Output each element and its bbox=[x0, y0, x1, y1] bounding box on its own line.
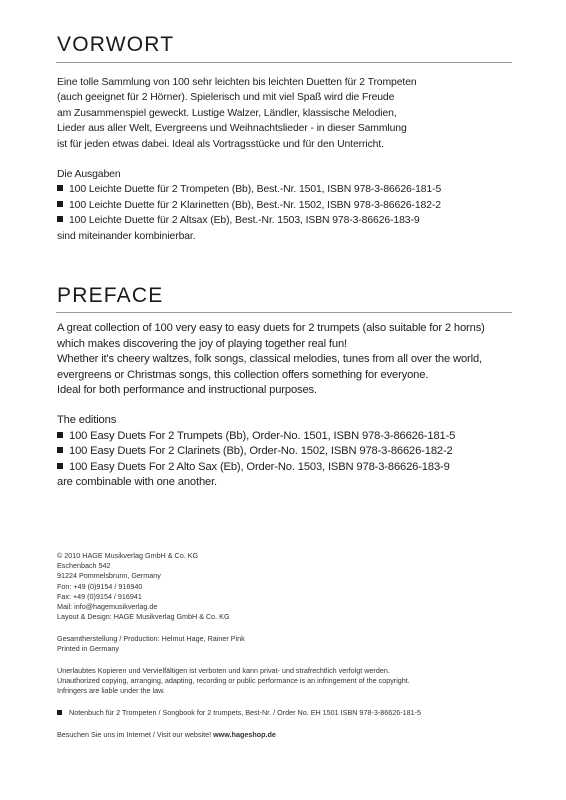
vorwort-line: Eine tolle Sammlung von 100 sehr leichten bis leichten Duetten für 2 Trompeten bbox=[57, 77, 417, 88]
list-item: 100 Leichte Duette für 2 Klarinetten (Bb), Best.-Nr. 1502, ISBN 978-3-86626-182-2 bbox=[57, 198, 517, 213]
imprint-line: Mail: info@hagemusikverlag.de bbox=[57, 602, 158, 612]
preface-line: A great collection of 100 very easy to easy duets for 2 trumpets (also suitable for 2 horns) bbox=[57, 322, 485, 334]
imprint-line: 91224 Pommelsbrunn, Germany bbox=[57, 571, 161, 581]
bullet-square-icon bbox=[57, 185, 63, 191]
imprint-line: Infringers are liable under the law. bbox=[57, 686, 165, 696]
vorwort-editions bbox=[57, 167, 517, 244]
preface-line: Whether it's cheery waltzes, folk songs, classical melodies, tunes from all over the world, bbox=[57, 353, 482, 366]
preface-line: Ideal for both performance and instructional purposes. bbox=[57, 384, 317, 397]
preface-line: which makes discovering the joy of playing together real fun! bbox=[57, 337, 347, 350]
preface-paragraph bbox=[57, 321, 517, 399]
publisher-address bbox=[57, 551, 517, 622]
bullet-square-icon bbox=[57, 432, 63, 438]
bullet-square-icon bbox=[57, 216, 63, 222]
list-item: 100 Leichte Duette für 2 Trompeten (Bb), Best.-Nr. 1501, ISBN 978-3-86626-181-5 bbox=[57, 182, 517, 197]
vorwort-line: (auch geeignet für 2 Hörner). Spielerisch und mit viel Spaß wird die Freude bbox=[57, 92, 395, 104]
imprint-line: Fax: +49 (0)9154 / 916941 bbox=[57, 591, 142, 601]
vorwort-rule bbox=[56, 62, 512, 63]
preface-editions-title: The editions bbox=[57, 414, 117, 426]
list-item: 100 Easy Duets For 2 Alto Sax (Eb), Order-No. 1503, ISBN 978-3-86626-183-9 bbox=[57, 460, 517, 476]
preface-line: evergreens or Christmas songs, this collection offers something for everyone. bbox=[57, 368, 429, 381]
preface-editions bbox=[57, 413, 517, 491]
visit-text: Besuchen Sie uns im Internet / Visit our website! bbox=[57, 730, 212, 739]
list-item: 100 Easy Duets For 2 Trumpets (Bb), Order-No. 1501, ISBN 978-3-86626-181-5 bbox=[57, 429, 517, 445]
vorwort-editions-title: Die Ausgaben bbox=[57, 169, 121, 180]
preface-closing: are combinable with one another. bbox=[57, 476, 218, 489]
songbook-info bbox=[57, 708, 517, 718]
production-credits bbox=[57, 634, 517, 654]
vorwort-closing: sind miteinander kombinierbar. bbox=[57, 230, 196, 242]
imprint-line: Unerlaubtes Kopieren und Vervielfältigen ist verboten und kann privat- und strafrechtlich verfolgt werden. bbox=[57, 666, 390, 675]
preface-heading: PREFACE bbox=[57, 284, 164, 307]
bullet-square-icon bbox=[57, 201, 63, 207]
imprint-line: Gesamtherstellung / Production: Helmut Hage, Rainer Pink bbox=[57, 634, 245, 643]
website-link[interactable]: www.hageshop.de bbox=[213, 730, 276, 739]
bullet-square-icon bbox=[57, 463, 63, 469]
imprint-line: Unauthorized copying, arranging, adapting, recording or public performance is an infringement of the copyright. bbox=[57, 676, 410, 686]
vorwort-paragraph bbox=[57, 75, 517, 152]
imprint-line: Eschenbach 542 bbox=[57, 561, 111, 571]
imprint-line: Layout & Design: HAGE Musikverlag GmbH & Co. KG bbox=[57, 612, 230, 622]
list-item: 100 Leichte Duette für 2 Altsax (Eb), Best.-Nr. 1503, ISBN 978-3-86626-183-9 bbox=[57, 213, 517, 228]
vorwort-line: Lieder aus aller Welt, Evergreens und Weihnachtslieder - in dieser Sammlung bbox=[57, 123, 407, 135]
vorwort-line: ist für jeden etwas dabei. Ideal als Vortragsstücke und für den Unterricht. bbox=[57, 138, 384, 150]
vorwort-heading: VORWORT bbox=[57, 33, 175, 56]
bullet-square-icon bbox=[57, 710, 62, 715]
website-info bbox=[57, 730, 517, 740]
bullet-square-icon bbox=[57, 447, 63, 453]
preface-rule bbox=[56, 312, 512, 313]
songbook-line: Notenbuch für 2 Trompeten / Songbook for 2 trumpets, Best-Nr. / Order No. EH 1501 ISBN 978-3-86626-181-5 bbox=[57, 708, 517, 718]
imprint-line: Fon: +49 (0)9154 / 916940 bbox=[57, 581, 143, 591]
website-line bbox=[57, 730, 517, 740]
imprint-line: © 2010 HAGE Musikverlag GmbH & Co. KG bbox=[57, 551, 199, 560]
vorwort-line: am Zusammenspiel geweckt. Lustige Walzer, Ländler, klassische Melodien, bbox=[57, 107, 397, 119]
imprint-line: Printed in Germany bbox=[57, 644, 119, 654]
copyright-notice bbox=[57, 666, 517, 697]
list-item: 100 Easy Duets For 2 Clarinets (Bb), Order-No. 1502, ISBN 978-3-86626-182-2 bbox=[57, 444, 517, 460]
